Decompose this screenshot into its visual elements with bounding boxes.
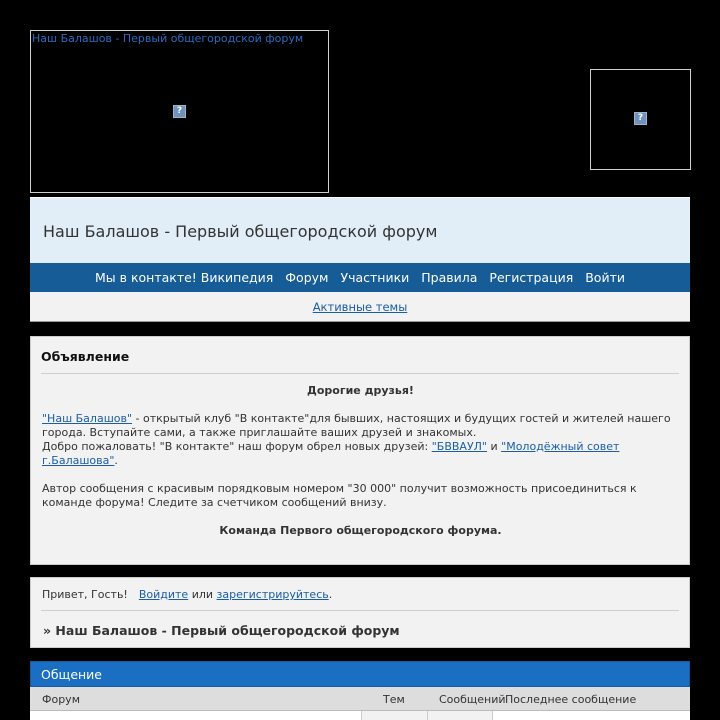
period-text: . <box>328 588 333 601</box>
nav-item-register[interactable]: Регистрация <box>489 270 574 285</box>
broken-image-icon: ? <box>634 112 647 125</box>
nav-item-members[interactable]: Участники <box>340 270 410 285</box>
friend-link-youth-council[interactable]: "Молодёжный совет г.Балашова" <box>42 440 620 467</box>
period-text: . <box>114 454 118 467</box>
broken-image-icon: ? <box>173 105 186 118</box>
banner-alt-link[interactable]: Наш Балашов - Первый общегородской форум <box>32 32 304 45</box>
category-title[interactable]: Общение <box>41 667 102 682</box>
welcome-line <box>42 588 332 601</box>
column-last-post: Последнее сообщение <box>505 693 637 706</box>
welcome-text: Добро пожаловать! "В контакте" наш форум обрел новых друзей: <box>42 440 432 453</box>
friend-link-bvvaul[interactable]: "БВВАУЛ" <box>431 440 487 453</box>
nav-item-forum[interactable]: Форум <box>285 270 329 285</box>
announcement-paragraph <box>42 412 679 468</box>
column-topics: Тем <box>383 693 405 706</box>
divider <box>41 373 679 374</box>
announcement-body <box>42 384 679 538</box>
announcement-greeting: Дорогие друзья! <box>307 384 414 397</box>
site-title: Наш Балашов - Первый общегородской форум <box>43 222 438 241</box>
or-text: или <box>188 588 217 601</box>
column-forum: Форум <box>42 693 80 706</box>
nav-item-vk-wiki[interactable]: Мы в контакте! Википедия <box>94 270 274 285</box>
forum-table-header <box>30 687 690 711</box>
announcement-panel <box>30 336 690 565</box>
breadcrumb[interactable]: » Наш Балашов - Первый общегородской форум <box>43 623 400 638</box>
category-header[interactable] <box>30 661 690 687</box>
column-posts: Сообщений <box>439 693 506 706</box>
club-text: - открытый клуб "В контакте"для бывших, настоящих и будущих гостей и жителей нашего города. Вступайте сами, а также приглашайте ваших друзей и знакомых. <box>42 412 671 439</box>
guest-greeting: Привет, Гость! <box>42 588 128 601</box>
register-link[interactable]: зарегистрируйтесь <box>216 588 329 601</box>
nav-item-login[interactable]: Войти <box>585 270 625 285</box>
side-banner[interactable] <box>590 69 691 170</box>
sub-navigation <box>30 292 690 322</box>
login-link[interactable]: Войдите <box>138 588 189 601</box>
contest-text: Автор сообщения с красивым порядковым номером "30 000" получит возможность присоединиться к команде форума! Следите за счетчиком сообщений внизу. <box>42 482 637 509</box>
club-link[interactable]: "Наш Балашов" <box>42 412 133 425</box>
welcome-panel <box>30 577 690 648</box>
header-banner[interactable] <box>30 30 329 193</box>
nav-item-rules[interactable]: Правила <box>421 270 478 285</box>
and-text: и <box>487 440 502 453</box>
table-row <box>30 711 690 720</box>
active-topics-link[interactable]: Активные темы <box>312 300 408 314</box>
announcement-title: Объявление <box>41 349 130 364</box>
divider <box>41 610 679 611</box>
announcement-signature: Команда Первого общегородского форума. <box>219 524 502 537</box>
site-header <box>30 197 690 263</box>
main-navigation <box>30 263 690 292</box>
